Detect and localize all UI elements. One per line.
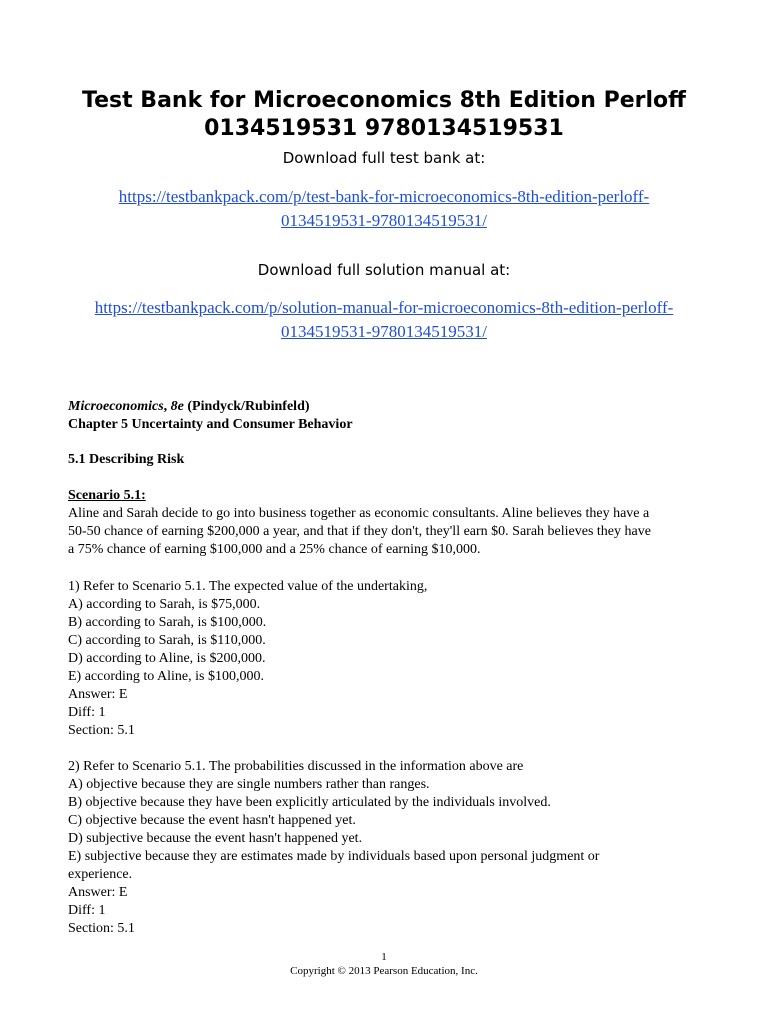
question-2-difficulty: Diff: 1 (68, 903, 106, 918)
book-edition: 8e (170, 399, 184, 414)
question-2-section: Section: 5.1 (68, 921, 135, 936)
question-1-stem: 1) Refer to Scenario 5.1. The expected value of the undertaking, (68, 579, 428, 594)
question-1-difficulty: Diff: 1 (68, 705, 106, 720)
section-heading: 5.1 Describing Risk (68, 452, 185, 467)
question-2-option-a: A) objective because they are single numbers rather than ranges. (68, 777, 430, 792)
test-bank-link-line-1[interactable]: https://testbankpack.com/p/test-bank-for-microeconomics-8th-edition-perloff- (118, 187, 650, 206)
question-1-option-b: B) according to Sarah, is $100,000. (68, 615, 267, 630)
document-title-line-2: 0134519531 9780134519531 (204, 116, 564, 141)
question-2-option-b: B) objective because they have been explicitly articulated by the individuals involved. (68, 795, 551, 810)
scenario-text-line: Aline and Sarah decide to go into business together as economic consultants. Aline believes they have a (68, 506, 650, 521)
question-2-option-e: E) subjective because they are estimates made by individuals based upon personal judgment or (68, 849, 600, 864)
solution-manual-link-line-1[interactable]: https://testbankpack.com/p/solution-manual-for-microeconomics-8th-edition-perloff- (94, 298, 674, 317)
book-title: Microeconomics (68, 399, 164, 414)
test-bank-link-line-2[interactable]: 0134519531-9780134519531/ (281, 211, 487, 230)
book-info (68, 398, 708, 434)
question-1-section: Section: 5.1 (68, 723, 135, 738)
chapter-heading: Chapter 5 Uncertainty and Consumer Behavior (68, 417, 353, 432)
question-1-option-d: D) according to Aline, is $200,000. (68, 651, 266, 666)
question-2-answer: Answer: E (68, 885, 128, 900)
question-1 (68, 578, 708, 740)
solution-manual-link-line-2[interactable]: 0134519531-9780134519531/ (281, 322, 487, 341)
scenario-block (68, 487, 708, 559)
question-2 (68, 758, 708, 938)
question-1-answer: Answer: E (68, 687, 128, 702)
question-2-option-e-continued: experience. (68, 867, 133, 882)
book-title-line (68, 398, 708, 416)
book-edition-separator: , (163, 399, 171, 414)
page-number: 1 (381, 951, 387, 963)
question-1-option-e: E) according to Aline, is $100,000. (68, 669, 264, 684)
scenario-text-line: a 75% chance of earning $100,000 and a 25% chance of earning $10,000. (68, 542, 481, 557)
question-1-option-a: A) according to Sarah, is $75,000. (68, 597, 261, 612)
question-2-stem: 2) Refer to Scenario 5.1. The probabilities discussed in the information above are (68, 759, 524, 774)
question-2-option-d: D) subjective because the event hasn't happened yet. (68, 831, 363, 846)
test-bank-download-label: Download full test bank at: (282, 149, 486, 167)
solution-manual-download-label: Download full solution manual at: (257, 261, 511, 279)
book-authors: (Pindyck/Rubinfeld) (183, 399, 310, 414)
question-2-option-c: C) objective because the event hasn't happened yet. (68, 813, 356, 828)
copyright-notice: Copyright © 2013 Pearson Education, Inc. (290, 965, 478, 977)
document-title-line-1: Test Bank for Microeconomics 8th Edition Perloff (82, 88, 686, 113)
scenario-heading: Scenario 5.1: (68, 488, 146, 503)
question-1-option-c: C) according to Sarah, is $110,000. (68, 633, 266, 648)
scenario-text-line: 50-50 chance of earning $200,000 a year, and that if they don't, they'll earn $0. Sarah believes they have (68, 524, 651, 539)
